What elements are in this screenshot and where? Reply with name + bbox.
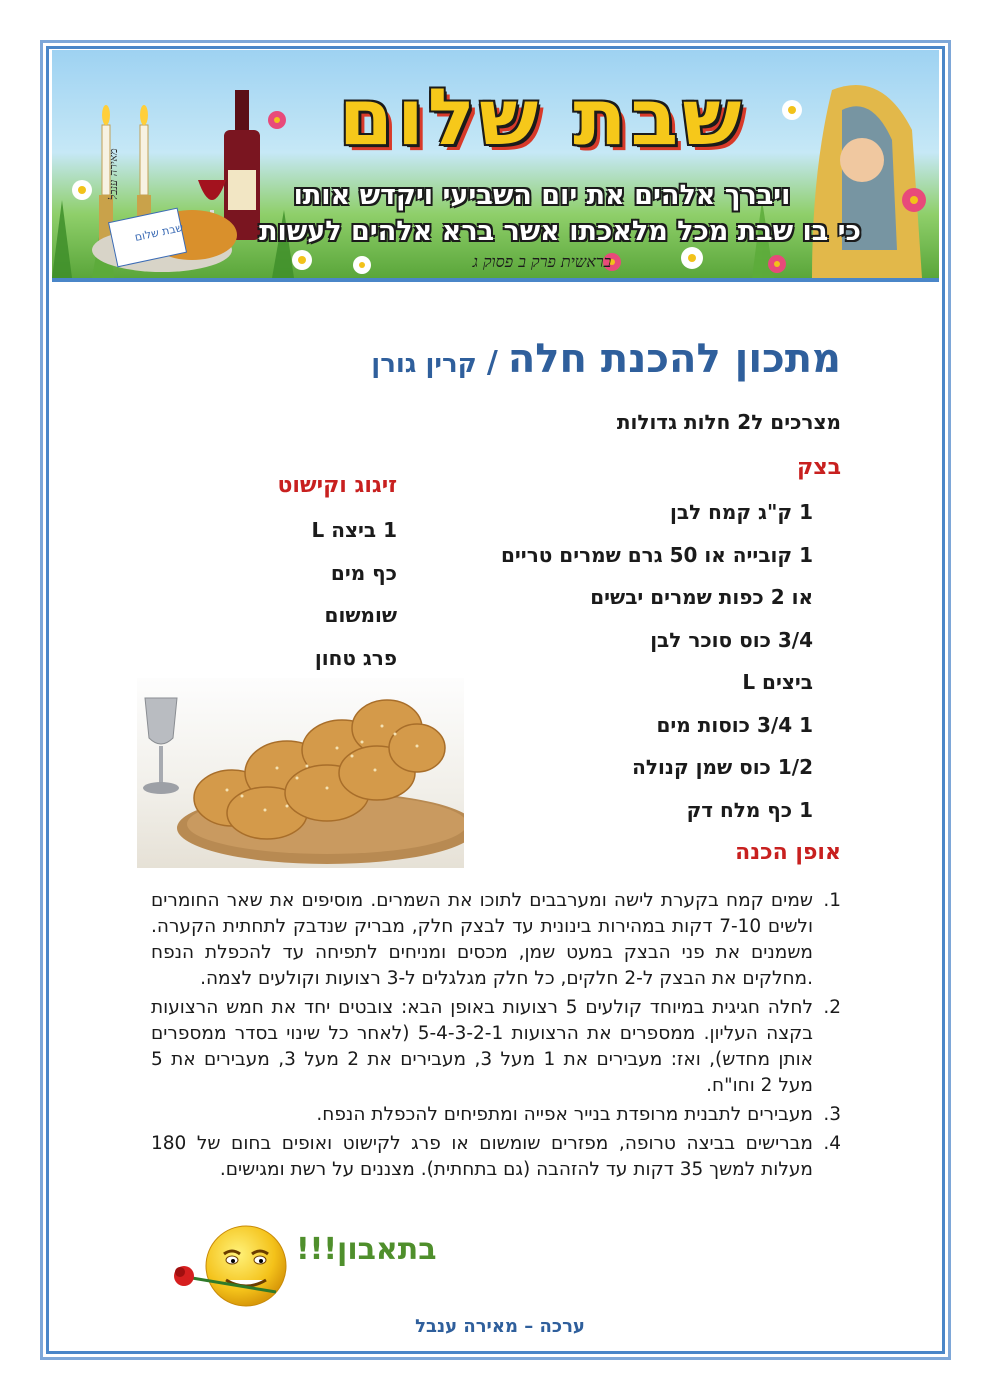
recipe-title <box>371 336 841 382</box>
footer-credit: ערכה – מאירה ענבל <box>415 1316 585 1337</box>
dough-ingredient: 1 כף מלח דק <box>686 797 813 822</box>
smiley-rose-icon <box>166 1222 296 1314</box>
banner-verse-line1: ויברך אלהים את יום השביעי ויקדש אותו <box>293 180 791 211</box>
glaze-ingredients-list <box>177 515 397 685</box>
glaze-heading: זיגוג וקישוט <box>277 473 397 498</box>
step-item <box>151 888 841 992</box>
preparation-heading: אופן הכנה <box>735 840 841 865</box>
dough-ingredient: 1 ק"ג קמח לבן <box>670 500 813 524</box>
dough-ingredient: ביצים L <box>742 670 813 694</box>
challah-illustration <box>137 678 464 868</box>
step-item <box>151 995 841 1099</box>
banner-verse-line2: כי בו שבת מכל מלאכתו אשר ברא אלהים לעשות <box>259 216 861 247</box>
plate-text: שבת שלום <box>133 221 185 244</box>
step-text: שמים קמח בקערת לישה ומערבבים לתוכו את השמרים. מוסיפים את שאר החומרים ולשים 7-10 דקות במהירות בינונית עד לבצק חלק, מבריק שנדבק לתחתית הקערה. משמנים את פני הבצק במעט שמן, מכסים ומניחים לתפיחה עד להכפלת הנפח .מחלקים את הבצק ל-2 חלקים, כל חלק מגלגלים ל-3 רצועות וקולעים לצמה. <box>151 890 813 989</box>
glaze-ingredient: 1 ביצה L <box>311 518 397 542</box>
challah-plate <box>92 208 237 272</box>
glaze-ingredient: שומשום <box>324 603 397 627</box>
recipe-author: קרין גורן <box>371 349 477 379</box>
step-number: 3. <box>823 1104 841 1125</box>
dough-ingredient: 3/4 כוס סוכר לבן <box>650 627 813 652</box>
step-number: 4. <box>823 1133 841 1154</box>
step-item <box>151 1131 841 1183</box>
recipe-subtitle: מצרכים ל2 חלות גדולות <box>616 410 841 434</box>
dough-ingredient: או 2 כפות שמרים יבשים <box>590 585 813 609</box>
banner-title: שבת שלום <box>338 73 746 163</box>
banner-credit: מאירה ענבל <box>107 148 120 200</box>
dough-ingredient: 1 קובייה או 50 גרם שמרים טריים <box>500 542 813 567</box>
dough-ingredient: 1 3/4 כוסות מים <box>656 712 813 737</box>
glaze-ingredient: פרג טחון <box>314 645 397 670</box>
dough-ingredients-list <box>413 497 813 837</box>
step-item <box>151 1102 841 1128</box>
preparation-steps <box>151 888 841 1186</box>
recipe-title-main: מתכון להכנת חלה <box>507 336 841 382</box>
banner-verse-source: בראשית פרק ב פסוק ג <box>472 252 612 271</box>
dough-heading: בצק <box>797 455 841 480</box>
step-text: מעבירים לתבנית מרופדת בנייר אפייה ומתפיחים להכפלת הנפח. <box>316 1104 813 1125</box>
title-separator: / <box>486 345 498 380</box>
shabbat-banner <box>52 50 939 282</box>
challah-photo <box>137 678 464 868</box>
step-text: לחלה חגיגית במיוחד קולעים 5 רצועות באופן הבא: צובטים יחד את חמש הרצועות בקצה העליון. ממספרים את הרצועות 5-4-3-2-1 (לאחר כל שינוי בסדר ממספרים אותן מחדש), ואז: מעבירים את 1 מעל 3, מעבירים את 2 מעל 3, מעבירים את 5 מעל 2 וחו"ח. <box>151 997 814 1096</box>
step-text: מברישים בביצה טרופה, מפזרים שומשום או פרג לקישוט ואופים בחום של 180 מעלות למשך 35 דקות עד להזהבה (גם בתחתית). מצננים על רשת ומגישים. <box>151 1133 813 1180</box>
dough-ingredient: 1/2 כוס שמן קנולה <box>632 755 813 779</box>
step-number: 2. <box>823 997 841 1018</box>
glaze-ingredient: כף מים <box>330 560 397 585</box>
step-number: 1. <box>823 890 841 911</box>
enjoy-text: בתאבון!!! <box>296 1232 437 1267</box>
